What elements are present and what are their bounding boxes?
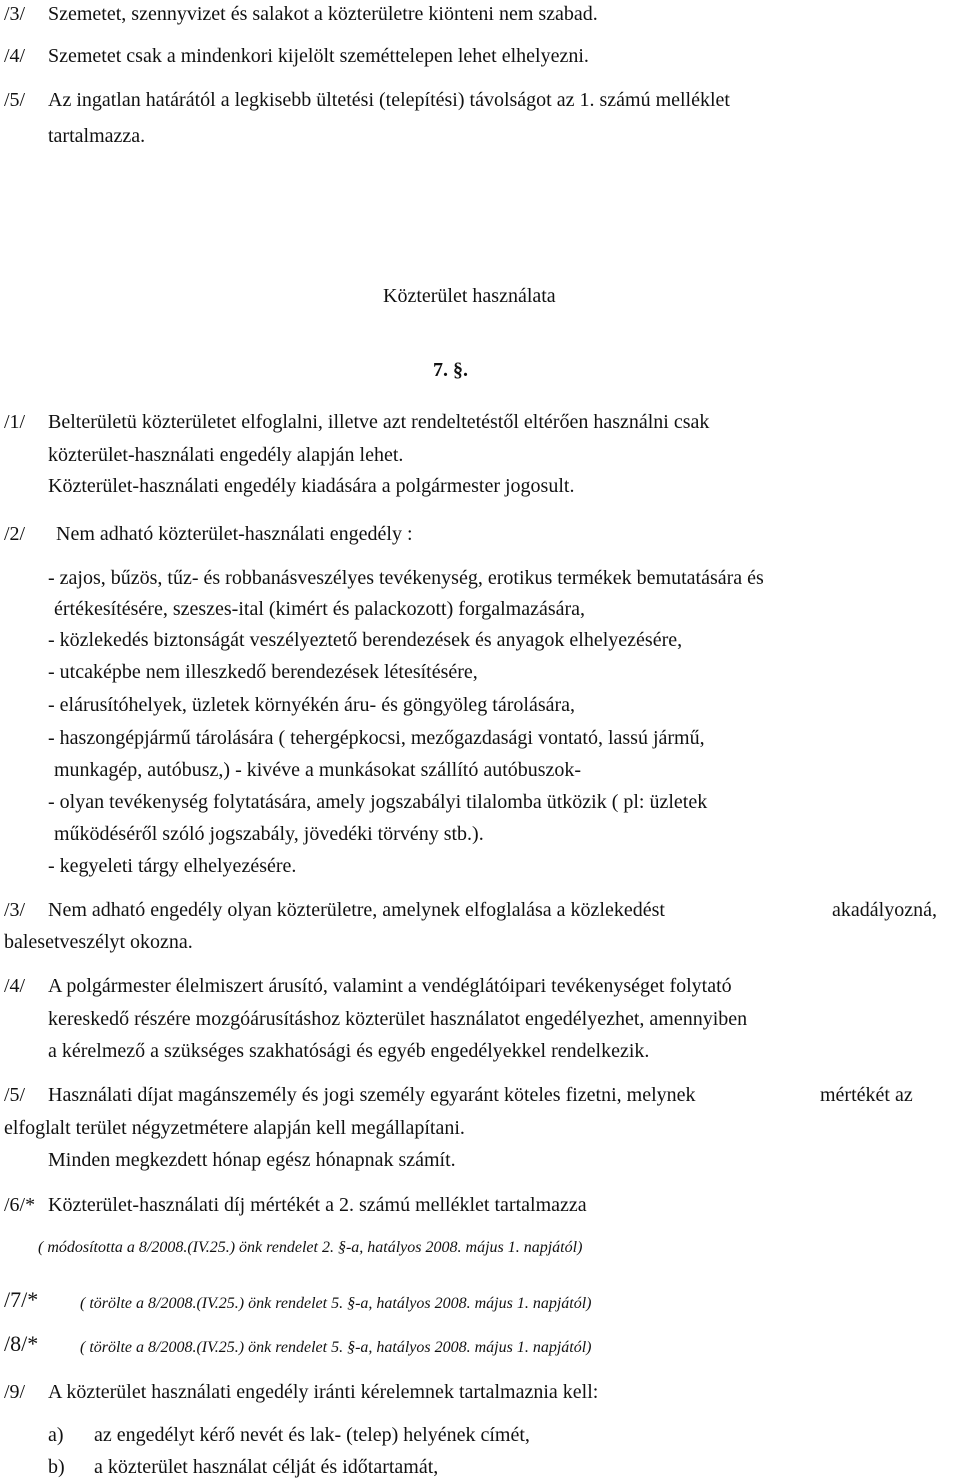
list-item: értékesítésére, szeszes-ital (kimért és palackozott) forgalmazására, bbox=[54, 598, 586, 620]
list-item: a közterület használat célját és időtartamát, bbox=[94, 1456, 439, 1478]
paragraph-text: Közterület-használati engedély kiadására a polgármester jogosult. bbox=[48, 475, 575, 497]
amendment-note: ( törölte a 8/2008.(IV.25.) önk rendelet 5. §-a, hatályos 2008. május 1. napjától) bbox=[80, 1339, 592, 1356]
paragraph-text: Szemetet csak a mindenkori kijelölt szeméttelepen lehet elhelyezni. bbox=[48, 45, 589, 67]
para-number: /2/ bbox=[4, 523, 26, 545]
paragraph-text: tartalmazza. bbox=[48, 125, 146, 147]
section-title: Közterület használata bbox=[383, 285, 556, 307]
list-item-label: a) bbox=[48, 1424, 64, 1446]
list-item: - haszongépjármű tárolására ( tehergépkocsi, mezőgazdasági vontató, lassú jármű, bbox=[48, 727, 705, 749]
list-item: - olyan tevékenység folytatására, amely jogszabályi tilalomba ütközik ( pl: üzletek bbox=[48, 791, 708, 813]
section-number: 7. §. bbox=[433, 359, 468, 381]
para-number: /8/* bbox=[4, 1331, 39, 1356]
paragraph-text: a kérelmező a szükséges szakhatósági és egyéb engedélyekkel rendelkezik. bbox=[48, 1040, 650, 1062]
paragraph-text: elfoglalt terület négyzetmétere alapján kell megállapítani. bbox=[4, 1117, 465, 1139]
list-item: - kegyeleti tárgy elhelyezésére. bbox=[48, 855, 297, 877]
para-number: /7/* bbox=[4, 1287, 39, 1312]
paragraph-text: Nem adható közterület-használati engedély : bbox=[56, 523, 413, 545]
paragraph-text: Nem adható engedély olyan közterületre, amelynek elfoglalása a közlekedést bbox=[48, 899, 665, 921]
list-item: munkagép, autóbusz,) - kivéve a munkásokat szállító autóbuszok- bbox=[54, 759, 582, 781]
paragraph-text: akadályozná, bbox=[832, 899, 937, 921]
paragraph-text: kereskedő részére mozgóárusításhoz közterület használatot engedélyezhet, amennyiben bbox=[48, 1008, 748, 1030]
paragraph-text: Az ingatlan határától a legkisebb ültetési (telepítési) távolságot az 1. számú melléklet bbox=[48, 89, 730, 111]
list-item: - közlekedés biztonságát veszélyeztető berendezések és anyagok elhelyezésére, bbox=[48, 629, 683, 651]
para-number: /9/ bbox=[4, 1381, 26, 1403]
para-number: /4/ bbox=[4, 975, 26, 997]
paragraph-text: Szemetet, szennyvizet és salakot a közterületre kiönteni nem szabad. bbox=[48, 3, 598, 25]
paragraph-text: balesetveszélyt okozna. bbox=[4, 931, 193, 953]
para-number: /6/* bbox=[4, 1194, 36, 1216]
para-number: /4/ bbox=[4, 45, 26, 67]
para-number: /1/ bbox=[4, 411, 26, 433]
list-item: - zajos, bűzös, tűz- és robbanásveszélyes tevékenység, erotikus termékek bemutatására és bbox=[48, 567, 764, 589]
paragraph-text: közterület-használati engedély alapján lehet. bbox=[48, 444, 404, 466]
para-number: /3/ bbox=[4, 899, 26, 921]
list-item: - utcaképbe nem illeszkedő berendezések létesítésére, bbox=[48, 661, 478, 683]
list-item-label: b) bbox=[48, 1456, 65, 1478]
paragraph-text: A polgármester élelmiszert árusító, valamint a vendéglátóipari tevékenységet folytató bbox=[48, 975, 732, 997]
paragraph-text: Minden megkezdett hónap egész hónapnak számít. bbox=[48, 1149, 456, 1171]
amendment-note: ( módosította a 8/2008.(IV.25.) önk rendelet 2. §-a, hatályos 2008. május 1. napjától) bbox=[38, 1239, 583, 1256]
list-item: működéséről szóló jogszabály, jövedéki törvény stb.). bbox=[54, 823, 484, 845]
paragraph-text: Használati díjat magánszemély és jogi személy egyaránt köteles fizetni, melynek bbox=[48, 1084, 696, 1106]
paragraph-text: mértékét az bbox=[820, 1084, 913, 1106]
paragraph-text: A közterület használati engedély iránti kérelemnek tartalmaznia kell: bbox=[48, 1381, 599, 1403]
para-number: /3/ bbox=[4, 3, 26, 25]
list-item: az engedélyt kérő nevét és lak- (telep) helyének címét, bbox=[94, 1424, 530, 1446]
paragraph-text: Közterület-használati díj mértékét a 2. számú melléklet tartalmazza bbox=[48, 1194, 587, 1216]
paragraph-text: Belterületü közterületet elfoglalni, illetve azt rendeltetéstől eltérően használni csak bbox=[48, 411, 710, 433]
list-item: - elárusítóhelyek, üzletek környékén áru- és göngyöleg tárolására, bbox=[48, 694, 576, 716]
amendment-note: ( törölte a 8/2008.(IV.25.) önk rendelet 5. §-a, hatályos 2008. május 1. napjától) bbox=[80, 1295, 592, 1312]
para-number: /5/ bbox=[4, 89, 26, 111]
para-number: /5/ bbox=[4, 1084, 26, 1106]
